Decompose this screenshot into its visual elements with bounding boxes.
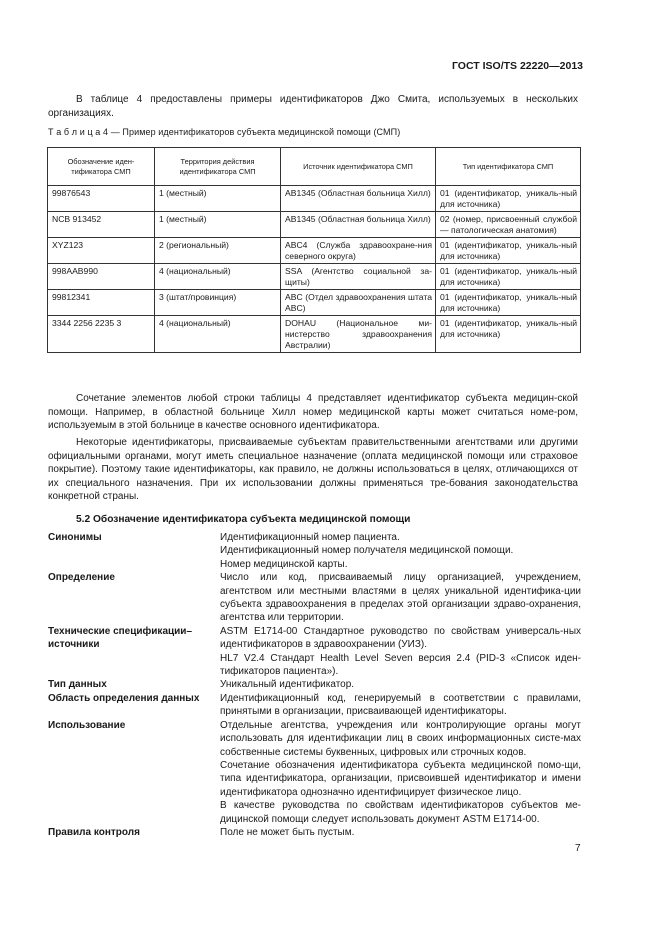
table-cell: 02 (номер, присвоенный службой — патологическая анатомия) [436,212,581,238]
definition-label: Правила контроля [48,826,140,838]
definition-label: Область определения данных [48,692,200,704]
table-cell: 3344 2256 2235 3 [48,316,155,353]
definition-label: Технические спецификации–источники [48,625,193,651]
definition-value [220,826,581,839]
definition-row [48,571,581,625]
definition-line: Уникальный идентификатор. [220,679,355,691]
paragraph-special-identifiers: Некоторые идентификаторы, присваиваемые субъектам правительственными агентствами или другими официальными органами, могут иметь специальное назначение (оплата медицинской помощи или страховое покрытие). Поэтому такие идентификаторы, как правило, не должны использоваться в целях, отличающихся от их специального назначения. При их использовании должны применяться тре-бования законодательства конкретной страны. [48,437,578,503]
definition-value [220,625,581,679]
identifier-table [47,147,581,353]
table-row [48,290,581,316]
definition-row [48,692,581,719]
table-cell: 99812341 [48,290,155,316]
definition-value [220,571,581,625]
definition-row [48,826,581,839]
definition-row [48,625,581,679]
table-cell: ABC4 (Служба здравоохране-ния северного округа) [281,238,436,264]
definition-line: Поле не может быть пустым. [220,826,355,838]
page-number: 7 [575,843,581,854]
table-row [48,186,581,212]
table-cell: 01 (идентификатор, уникаль-ный для источника) [436,316,581,353]
definition-line: Сочетание обозначения идентификатора субъекта медицинской помо-щи, типа идентификатора, организации, присвоившей идентификатор и имени идентификатора однозначно идентифицирует физическое лицо. [220,759,581,798]
section-title: 5.2 Обозначение идентификатора субъекта медицинской помощи [76,514,411,525]
intro-paragraph: В таблице 4 предоставлены примеры идентификаторов Джо Смита, используемых в нескольких организациях. [48,94,578,119]
column-header: Тип идентификатора СМП [436,148,581,186]
table-caption: Т а б л и ц а 4 — Пример идентификаторов субъекта медицинской помощи (СМП) [48,127,401,137]
column-header: Источник идентификатора СМП [281,148,436,186]
table-cell: 01 (идентификатор, уникаль-ный для источника) [436,290,581,316]
paragraph-combination: Сочетание элементов любой строки таблицы 4 представляет идентификатор субъекта медицин-ской помощи. Например, в областной больнице Хилл номер медицинской карты может считаться номе-ром, используемым в этой больнице в качестве основного идентификатора. [48,393,578,432]
definition-value [220,678,581,691]
definition-row [48,719,581,826]
definition-value [220,719,581,826]
definition-line: Номер медицинской карты. [220,558,348,570]
table-cell: 01 (идентификатор, уникаль-ный для источника) [436,238,581,264]
definition-line: Число или код, присваиваемый лицу организацией, учреждением, агентством или местными властями в целях уникальной идентифика-ции субъекта здравоохранения в пределах этой организации здраво-охранения, агентства или территории. [220,572,581,624]
table-row [48,212,581,238]
column-header: Территория действия идентификатора СМП [155,148,281,186]
definition-label: Определение [48,572,115,584]
table-cell: ABC (Отдел здравоохранения штата ABC) [281,290,436,316]
table-row [48,316,581,353]
table-cell: 1 (местный) [155,186,281,212]
table-cell: 998AAB990 [48,264,155,290]
table-cell: 4 (национальный) [155,316,281,353]
table-cell: SSA (Агентство социальной за-щиты) [281,264,436,290]
definition-line: Идентификационный номер получателя медицинской помощи. [220,545,514,557]
table-cell: XYZ123 [48,238,155,264]
definition-label: Синонимы [48,532,102,543]
table-cell: 01 (идентификатор, уникаль-ный для источника) [436,264,581,290]
definition-line: Идентификационный код, генерируемый в соответствии с правилами, принятыми в организации, присваивающей идентификаторы. [220,692,581,718]
table-cell: 3 (штат/провинция) [155,290,281,316]
column-header: Обозначение иден-тификатора СМП [48,148,155,186]
table-cell: 2 (региональный) [155,238,281,264]
definitions-list [48,531,581,839]
table-cell: AB1345 (Областная больница Хилл) [281,186,436,212]
definition-label: Использование [48,719,126,731]
table-header-row [48,148,581,186]
table-cell: AB1345 (Областная больница Хилл) [281,212,436,238]
definition-row [48,678,581,691]
definition-value [220,692,581,719]
table-cell: 4 (национальный) [155,264,281,290]
table-cell: DOHAU (Национальное ми-нистерство здравоохранения Австралии) [281,316,436,353]
definition-line: HL7 V2.4 Стандарт Health Level Seven версия 2.4 (PID-3 «Список иден-тификаторов пациента»). [220,652,581,678]
definition-row [48,531,581,571]
table-cell: 1 (местный) [155,212,281,238]
definition-value [220,531,581,571]
table-row [48,238,581,264]
table-cell: NCB 913452 [48,212,155,238]
table-row [48,264,581,290]
definition-line: В качестве руководства по свойствам идентификаторов субъектов ме-дицинской помощи следует использовать документ ASTM E1714-00. [220,800,581,825]
standard-header: ГОСТ ISO/TS 22220—2013 [451,60,583,72]
table-cell: 01 (идентификатор, уникаль-ный для источника) [436,186,581,212]
definition-line: Отдельные агентства, учреждения или контролирующие органы могут использовать для идентификации лиц в своих информационных систе-мах собственные системы буквенных, цифровых или строчных кодов. [220,719,581,758]
definition-line: Идентификационный номер пациента. [220,532,400,543]
table-cell: 99876543 [48,186,155,212]
definition-line: ASTM E1714-00 Стандартное руководство по свойствам универсаль-ных идентификаторов в здравоохранении (УИЗ). [220,625,581,651]
definition-label: Тип данных [48,679,107,691]
